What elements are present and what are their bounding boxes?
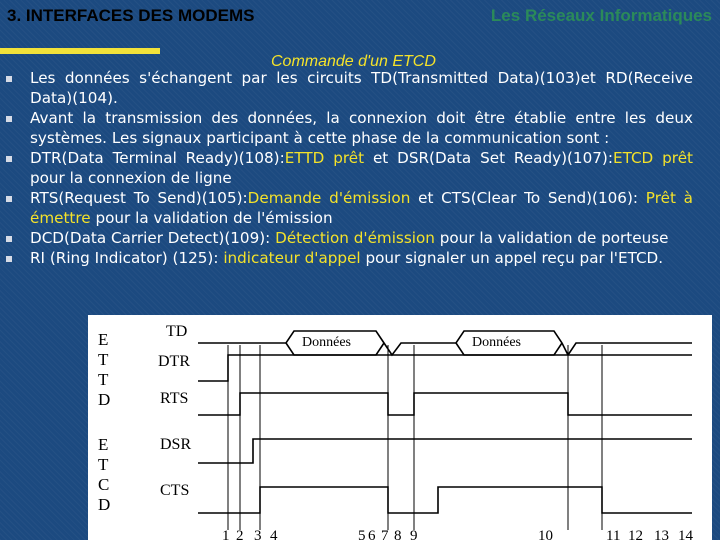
data-label: Données: [302, 335, 351, 350]
time-mark: 8: [394, 528, 402, 540]
time-mark: 3: [254, 528, 262, 540]
time-mark: 6: [368, 528, 376, 540]
group-ettd-letter: E: [98, 330, 109, 349]
group-ettd-letter: T: [98, 350, 109, 369]
time-mark: 12: [628, 528, 643, 540]
signal-label-dtr: DTR: [158, 353, 190, 370]
time-mark: 7: [381, 528, 389, 540]
time-mark: 10: [538, 528, 553, 540]
group-etcd-letter: E: [98, 435, 109, 454]
bullet-marker: [6, 156, 12, 162]
group-etcd-letter: C: [98, 475, 110, 494]
group-ettd-letter: D: [98, 390, 111, 409]
brand-title: Les Réseaux Informatiques: [490, 6, 712, 25]
bullet-item: Les données s'échangent par les circuits TD(Transmitted Data)(103)et RD(Receive Data)(104).: [0, 68, 720, 108]
td-waveform: [198, 331, 692, 355]
bullet-marker: [6, 116, 12, 122]
group-etcd-letter: D: [98, 495, 111, 514]
signal-label-cts: CTS: [160, 482, 190, 499]
time-mark: 1: [222, 528, 230, 540]
signal-label-dsr: DSR: [160, 436, 192, 453]
section-title: Commande d'un ETCD: [271, 53, 436, 70]
time-mark: 11: [606, 528, 621, 540]
cts-waveform: [198, 487, 692, 513]
bullet-item: RI (Ring Indicator) (125): indicateur d'appel pour signaler un appel reçu par l'ETCD.: [0, 248, 720, 268]
bullet-list: [0, 68, 720, 268]
bullet-item: DCD(Data Carrier Detect)(109): Détection d'émission pour la validation de porteuse: [0, 228, 720, 248]
timing-diagram: [88, 315, 712, 540]
bullet-marker: [6, 196, 12, 202]
bullet-item: RTS(Request To Send)(105):Demande d'émission et CTS(Clear To Send)(106): Prêt à émettre pour la validation de l'émission: [0, 188, 720, 228]
header-underline: [0, 48, 160, 54]
group-ettd-letter: T: [98, 370, 109, 389]
bullet-item: Avant la transmission des données, la connexion doit être établie entre les deux systèmes. Les signaux participant à cette phase de la communication sont :: [0, 108, 720, 148]
data-label: Données: [472, 335, 521, 350]
bullet-marker: [6, 76, 12, 82]
time-mark: 14: [678, 528, 693, 540]
dsr-waveform: [198, 439, 692, 463]
rts-waveform: [198, 393, 692, 415]
bullet-marker: [6, 236, 12, 242]
dtr-waveform: [198, 355, 692, 381]
time-mark: 4: [270, 528, 278, 540]
time-mark: 9: [410, 528, 418, 540]
group-etcd-letter: T: [98, 455, 109, 474]
time-mark: 5: [358, 528, 366, 540]
time-mark: 13: [654, 528, 669, 540]
signal-label-td: TD: [166, 323, 188, 340]
bullet-marker: [6, 256, 12, 262]
header-title: 3. INTERFACES DES MODEMS: [7, 6, 255, 25]
time-mark: 2: [236, 528, 244, 540]
signal-label-rts: RTS: [160, 390, 189, 407]
timing-diagram-svg: [88, 315, 712, 540]
bullet-item: DTR(Data Terminal Ready)(108):ETTD prêt et DSR(Data Set Ready)(107):ETCD prêt pour la connexion de ligne: [0, 148, 720, 188]
